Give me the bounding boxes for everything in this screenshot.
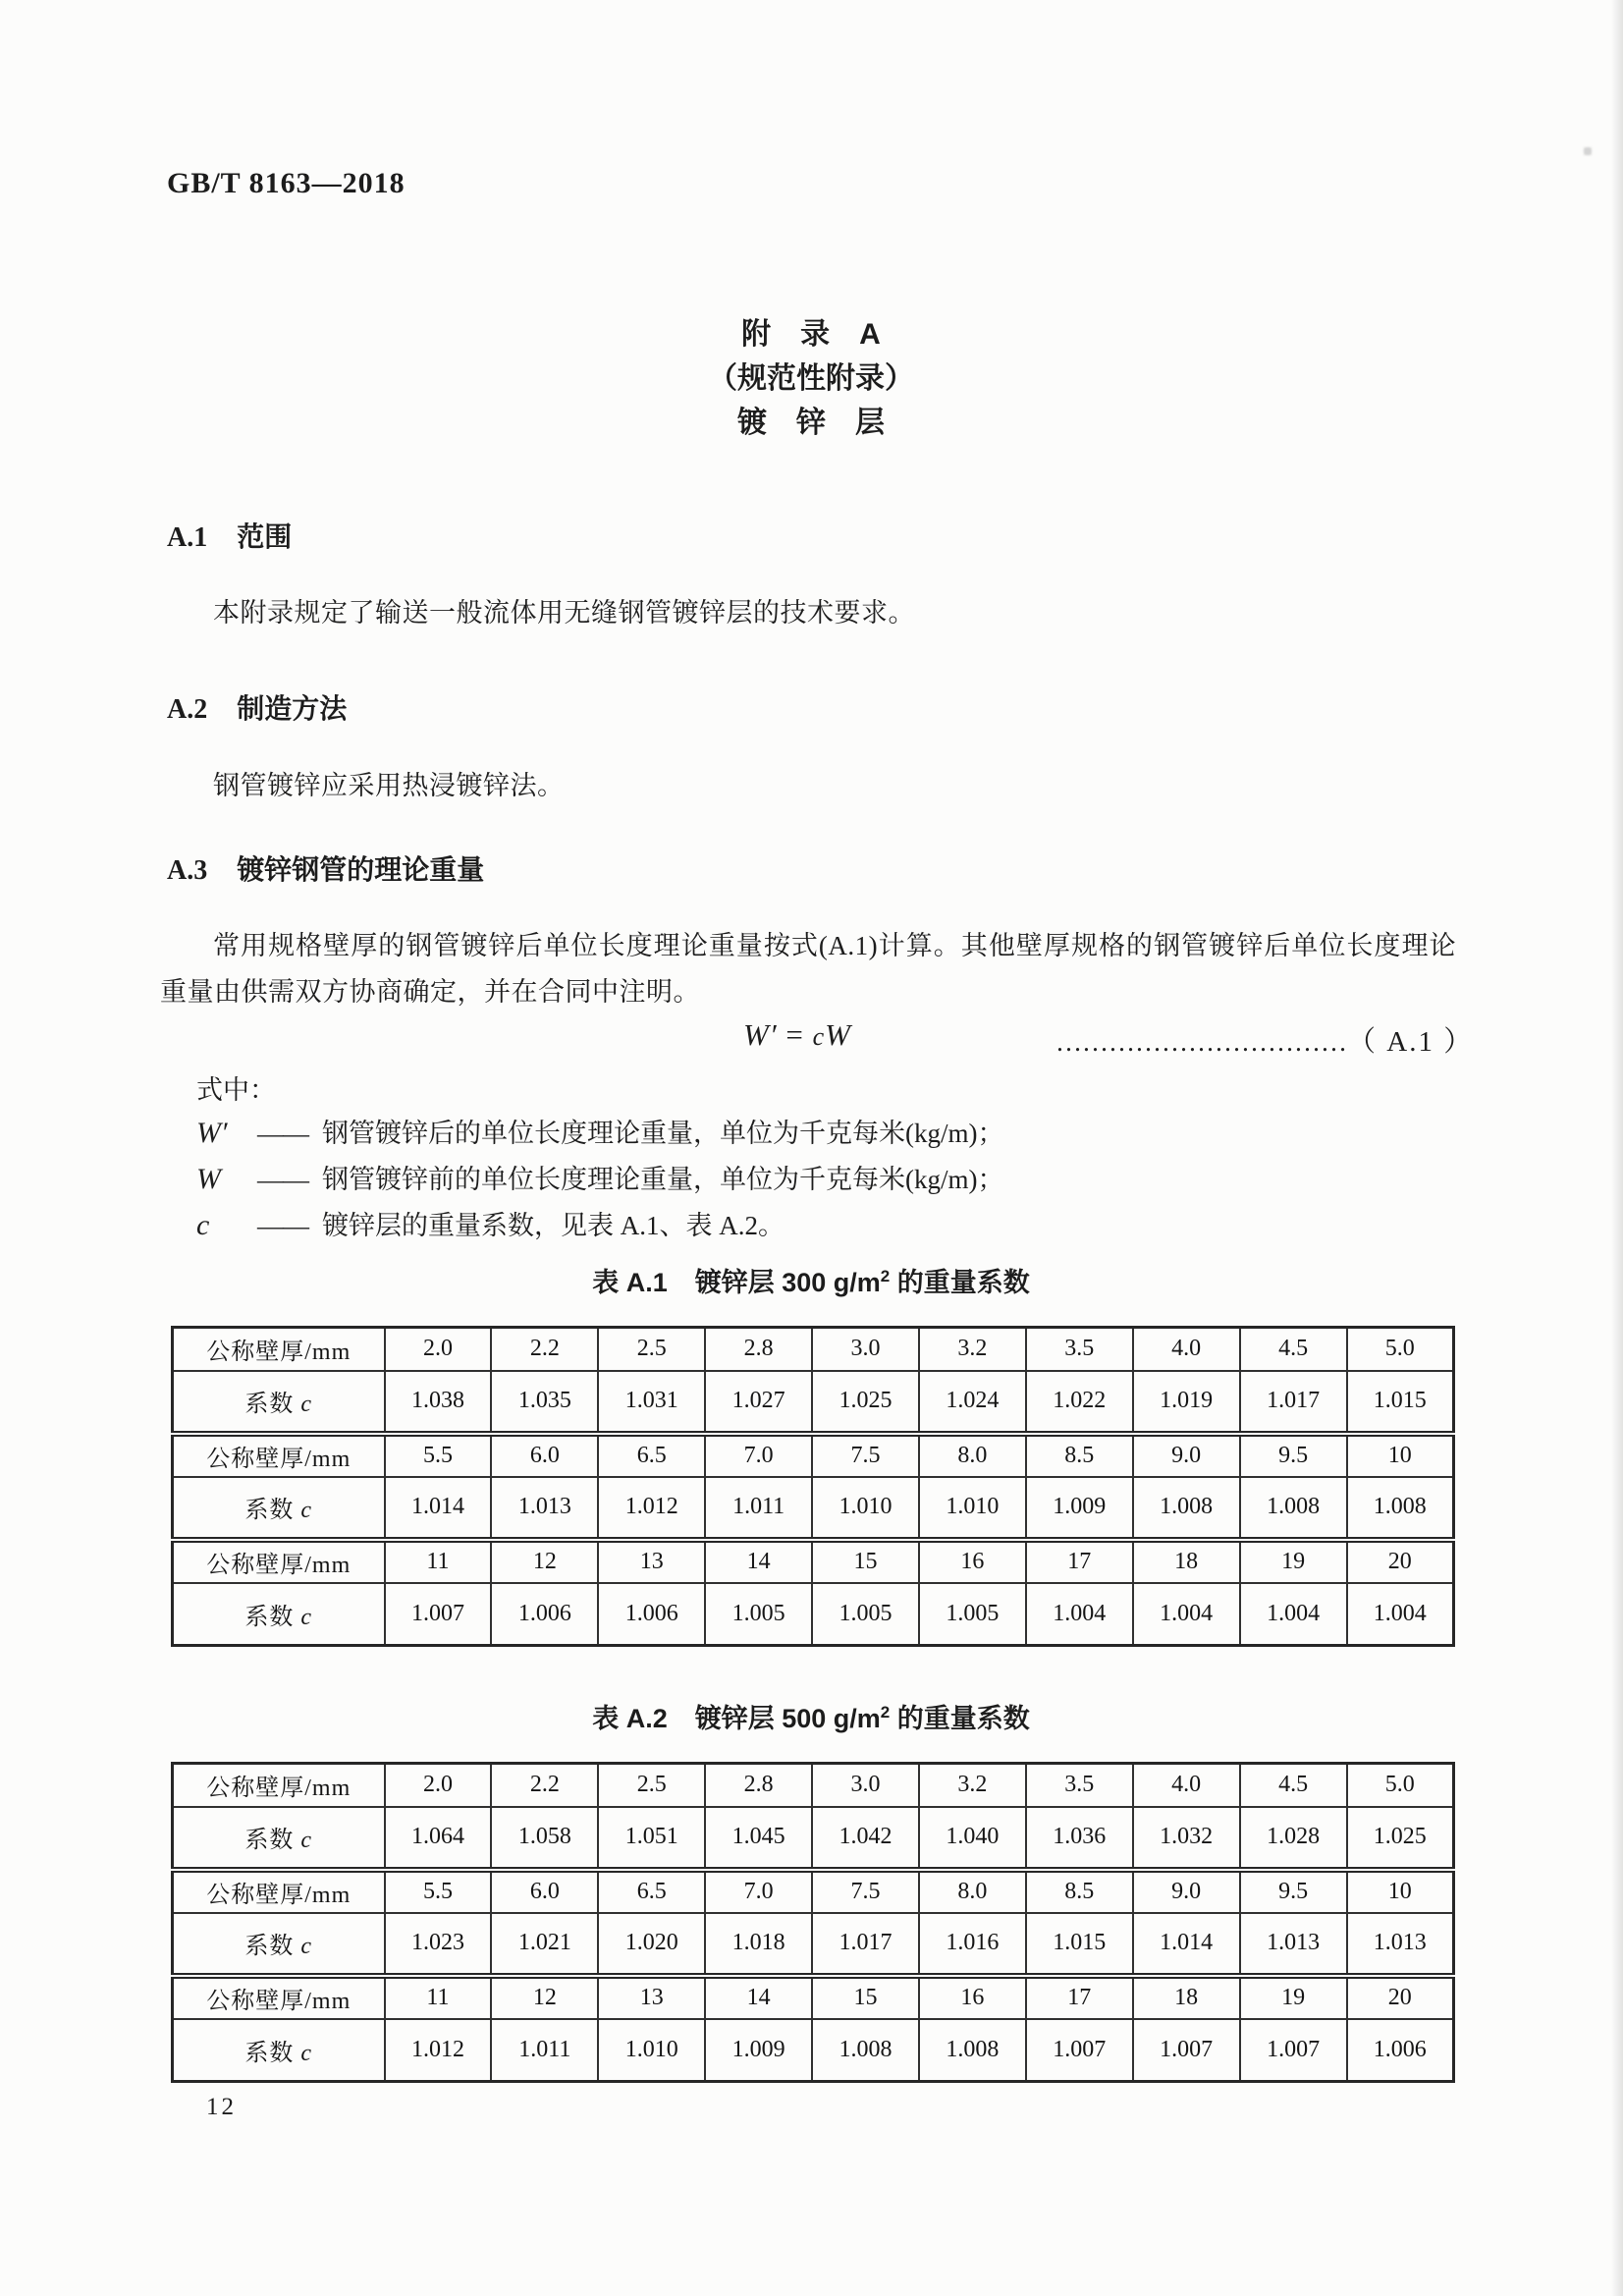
coefficient-cell: 1.027 (705, 1371, 812, 1434)
row-label-thickness: 公称壁厚/mm (206, 1776, 352, 1802)
coefficient-cell: 1.013 (1240, 1913, 1347, 1976)
coefficient-cell: 1.013 (491, 1477, 598, 1540)
thickness-cell: 2.8 (705, 1328, 812, 1371)
section-title: 范围 (237, 521, 293, 552)
coefficient-cell: 1.007 (1026, 2019, 1133, 2082)
definitions-intro: 式中： (196, 1075, 276, 1105)
table-title-suffix: 的重量系数 (890, 1704, 1030, 1733)
row-label-thickness: 公称壁厚/mm (173, 1870, 385, 1913)
coefficient-cell: 1.004 (1026, 1583, 1133, 1646)
row-label-coefficient: 系数 c (173, 1913, 385, 1976)
thickness-cell: 18 (1133, 1540, 1240, 1583)
formula-equals: = (777, 1017, 813, 1052)
thickness-cell: 11 (385, 1976, 492, 2019)
table-a1 (171, 1326, 1455, 1647)
section-body-a3: 常用规格壁厚的钢管镀锌后单位长度理论重量按式(A.1)计算。其他壁厚规格的钢管镀锌后单位长度理论重量由供需双方协商确定，并在合同中注明。 (160, 931, 1456, 1007)
coefficient-cell: 1.008 (1347, 1477, 1454, 1540)
thickness-cell: 7.5 (812, 1434, 919, 1477)
coefficient-row (173, 1371, 1454, 1434)
section-title: 制造方法 (237, 693, 348, 724)
coefficient-cell: 1.028 (1240, 1807, 1347, 1870)
coefficient-row (173, 2019, 1454, 2082)
thickness-cell: 7.0 (705, 1434, 812, 1477)
coefficient-cell: 1.006 (1347, 2019, 1454, 2082)
coefficient-cell: 1.020 (598, 1913, 705, 1976)
table-title-text: 镀锌层 500 g/m (694, 1704, 881, 1733)
thickness-cell: 9.0 (1133, 1870, 1240, 1913)
coefficient-cell: 1.012 (385, 2019, 492, 2082)
coefficient-row (173, 1477, 1454, 1540)
thickness-cell: 3.5 (1026, 1764, 1133, 1807)
coefficient-cell: 1.038 (385, 1371, 492, 1434)
coefficient-cell: 1.012 (598, 1477, 705, 1540)
coefficient-row (173, 1583, 1454, 1646)
thickness-cell: 19 (1240, 1976, 1347, 2019)
thickness-row (173, 1540, 1454, 1583)
thickness-cell: 5.5 (385, 1870, 492, 1913)
coefficient-cell: 1.010 (919, 1477, 1026, 1540)
thickness-cell: 3.0 (812, 1764, 919, 1807)
definition-symbol: W′ (196, 1117, 228, 1149)
coefficient-cell: 1.017 (812, 1913, 919, 1976)
coefficient-cell: 1.022 (1026, 1371, 1133, 1434)
formula-leader (1055, 1019, 1475, 1060)
appendix-title-line2: （规范性附录） (708, 362, 914, 395)
row-label-coefficient: 系数 c (173, 1477, 385, 1540)
thickness-cell: 2.8 (705, 1764, 812, 1807)
section-heading-a1 (167, 516, 292, 555)
thickness-cell: 2.2 (491, 1764, 598, 1807)
coefficient-cell: 1.058 (491, 1807, 598, 1870)
thickness-row (173, 1328, 1454, 1371)
thickness-row (173, 1870, 1454, 1913)
coefficient-cell: 1.006 (491, 1583, 598, 1646)
coefficient-cell: 1.018 (705, 1913, 812, 1976)
coefficient-cell: 1.013 (1347, 1913, 1454, 1976)
section-heading-a3 (167, 848, 484, 888)
thickness-cell: 4.5 (1240, 1764, 1347, 1807)
definition-dash: —— (257, 1211, 308, 1240)
section-heading-a2 (167, 687, 347, 727)
coefficient-cell: 1.045 (705, 1807, 812, 1870)
thickness-cell: 3.2 (919, 1328, 1026, 1371)
coefficient-cell: 1.032 (1133, 1807, 1240, 1870)
thickness-cell: 10 (1347, 1434, 1454, 1477)
scan-edge-shadow (1611, 0, 1623, 2296)
row-label-coefficient: 系数 c (173, 1807, 385, 1870)
thickness-cell: 3.2 (919, 1764, 1026, 1807)
page-number: 12 (206, 2094, 237, 2120)
thickness-cell: 9.0 (1133, 1434, 1240, 1477)
coefficient-cell: 1.051 (598, 1807, 705, 1870)
row-label-thickness: 公称壁厚/mm (206, 1339, 352, 1366)
thickness-cell: 9.5 (1240, 1870, 1347, 1913)
coefficient-cell: 1.005 (705, 1583, 812, 1646)
coefficient-cell: 1.023 (385, 1913, 492, 1976)
thickness-cell: 8.5 (1026, 1434, 1133, 1477)
coefficient-cell: 1.005 (812, 1583, 919, 1646)
row-label-coefficient: 系数 c (173, 1583, 385, 1646)
coefficient-cell: 1.025 (812, 1371, 919, 1434)
definition-symbol: W (196, 1163, 221, 1195)
thickness-cell: 15 (812, 1540, 919, 1583)
thickness-cell: 8.0 (919, 1434, 1026, 1477)
table-a2 (171, 1762, 1455, 2083)
formula-coefficient: c (812, 1022, 826, 1051)
thickness-cell: 12 (491, 1976, 598, 2019)
table-title-text: 镀锌层 300 g/m (694, 1268, 881, 1297)
coefficient-cell: 1.040 (919, 1807, 1026, 1870)
thickness-cell: 7.5 (812, 1870, 919, 1913)
appendix-title-line1: 附 录 A (741, 318, 881, 351)
row-label-thickness: 公称壁厚/mm (173, 1976, 385, 2019)
thickness-cell: 6.0 (491, 1434, 598, 1477)
coefficient-cell: 1.004 (1240, 1583, 1347, 1646)
coefficient-row (173, 1807, 1454, 1870)
thickness-cell: 5.0 (1347, 1328, 1454, 1371)
thickness-cell: 14 (705, 1540, 812, 1583)
thickness-cell: 16 (919, 1540, 1026, 1583)
thickness-cell: 17 (1026, 1976, 1133, 2019)
thickness-cell: 9.5 (1240, 1434, 1347, 1477)
formula-rhs: W (825, 1017, 851, 1052)
scan-speck (1584, 147, 1592, 155)
coefficient-cell: 1.009 (1026, 1477, 1133, 1540)
table-a2-title (167, 1697, 1455, 1735)
thickness-cell: 10 (1347, 1870, 1454, 1913)
row-label-thickness: 公称壁厚/mm (173, 1434, 385, 1477)
section-body-a1: 本附录规定了输送一般流体用无缝钢管镀锌层的技术要求。 (213, 598, 915, 628)
thickness-cell: 14 (705, 1976, 812, 2019)
coefficient-cell: 1.008 (1133, 1477, 1240, 1540)
coefficient-cell: 1.004 (1347, 1583, 1454, 1646)
thickness-cell: 6.5 (598, 1870, 705, 1913)
definition-dash: —— (257, 1165, 308, 1194)
leader-dots: …………………………… (1055, 1027, 1347, 1057)
thickness-cell: 2.5 (598, 1764, 705, 1807)
coefficient-cell: 1.019 (1133, 1371, 1240, 1434)
thickness-cell: 16 (919, 1976, 1026, 2019)
definition-dash: —— (257, 1119, 308, 1148)
thickness-cell: 5.5 (385, 1434, 492, 1477)
thickness-cell: 3.0 (812, 1328, 919, 1371)
coefficient-cell: 1.031 (598, 1371, 705, 1434)
thickness-cell: 7.0 (705, 1870, 812, 1913)
thickness-cell: 2.5 (598, 1328, 705, 1371)
row-label-coefficient: 系数 c (173, 1371, 385, 1434)
coefficient-cell: 1.010 (598, 2019, 705, 2082)
coefficient-cell: 1.011 (705, 1477, 812, 1540)
coefficient-cell: 1.015 (1347, 1371, 1454, 1434)
formula-a1 (743, 1017, 851, 1053)
appendix-title-line3: 镀 锌 层 (737, 407, 885, 439)
row-label-coefficient: 系数 c (173, 2019, 385, 2082)
coefficient-cell: 1.010 (812, 1477, 919, 1540)
coefficient-cell: 1.011 (491, 2019, 598, 2082)
superscript: 2 (880, 1267, 891, 1285)
coefficient-cell: 1.007 (1133, 2019, 1240, 2082)
thickness-row (173, 1434, 1454, 1477)
thickness-cell: 6.0 (491, 1870, 598, 1913)
coefficient-cell: 1.014 (1133, 1913, 1240, 1976)
coefficient-cell: 1.005 (919, 1583, 1026, 1646)
section-title: 镀锌钢管的理论重量 (237, 854, 485, 885)
thickness-cell: 3.5 (1026, 1328, 1133, 1371)
thickness-cell: 13 (598, 1540, 705, 1583)
superscript: 2 (880, 1703, 891, 1722)
thickness-cell: 2.0 (385, 1328, 492, 1371)
formula-number: （ A.1 ） (1347, 1026, 1475, 1058)
definition-text: 镀锌层的重量系数，见表 A.1、表 A.2。 (322, 1211, 784, 1240)
appendix-title (167, 312, 1455, 445)
thickness-cell: 2.2 (491, 1328, 598, 1371)
thickness-cell: 12 (491, 1540, 598, 1583)
coefficient-cell: 1.008 (919, 2019, 1026, 2082)
coefficient-cell: 1.007 (1240, 2019, 1347, 2082)
coefficient-cell: 1.064 (385, 1807, 492, 1870)
thickness-row (173, 1976, 1454, 2019)
thickness-cell: 18 (1133, 1976, 1240, 2019)
coefficient-cell: 1.015 (1026, 1913, 1133, 1976)
coefficient-cell: 1.004 (1133, 1583, 1240, 1646)
definition-text: 钢管镀锌后的单位长度理论重量，单位为千克每米(kg/m)； (322, 1119, 1004, 1148)
definition-text: 钢管镀锌前的单位长度理论重量，单位为千克每米(kg/m)； (322, 1165, 1004, 1194)
coefficient-cell: 1.014 (385, 1477, 492, 1540)
row-label-thickness: 公称壁厚/mm (173, 1540, 385, 1583)
thickness-cell: 4.0 (1133, 1328, 1240, 1371)
section-id: A.2 (167, 694, 208, 725)
coefficient-cell: 1.006 (598, 1583, 705, 1646)
coefficient-cell: 1.036 (1026, 1807, 1133, 1870)
thickness-cell: 2.0 (385, 1764, 492, 1807)
coefficient-cell: 1.009 (705, 2019, 812, 2082)
table-title-suffix: 的重量系数 (890, 1268, 1030, 1297)
coefficient-cell: 1.024 (919, 1371, 1026, 1434)
coefficient-cell: 1.025 (1347, 1807, 1454, 1870)
coefficient-cell: 1.017 (1240, 1371, 1347, 1434)
thickness-cell: 6.5 (598, 1434, 705, 1477)
thickness-row (173, 1764, 1454, 1807)
coefficient-cell: 1.007 (385, 1583, 492, 1646)
thickness-cell: 19 (1240, 1540, 1347, 1583)
thickness-cell: 8.5 (1026, 1870, 1133, 1913)
thickness-cell: 11 (385, 1540, 492, 1583)
thickness-cell: 4.0 (1133, 1764, 1240, 1807)
coefficient-cell: 1.008 (812, 2019, 919, 2082)
section-id: A.3 (167, 855, 208, 886)
definition-c (196, 1204, 784, 1242)
section-id: A.1 (167, 522, 208, 553)
table-a1-title (167, 1261, 1455, 1299)
thickness-cell: 8.0 (919, 1870, 1026, 1913)
table-number: 表 A.1 (592, 1268, 668, 1297)
coefficient-cell: 1.008 (1240, 1477, 1347, 1540)
thickness-cell: 20 (1347, 1540, 1454, 1583)
formula-lhs: W′ (743, 1017, 778, 1052)
coefficient-cell: 1.035 (491, 1371, 598, 1434)
thickness-cell: 13 (598, 1976, 705, 2019)
standard-number: GB/T 8163—2018 (167, 167, 406, 199)
definition-w-prime (196, 1112, 1003, 1150)
section-body-a2: 钢管镀锌应采用热浸镀锌法。 (213, 771, 565, 800)
coefficient-cell: 1.021 (491, 1913, 598, 1976)
thickness-cell: 5.0 (1347, 1764, 1454, 1807)
definition-symbol: c (196, 1209, 210, 1241)
thickness-cell: 20 (1347, 1976, 1454, 2019)
coefficient-row (173, 1913, 1454, 1976)
thickness-cell: 17 (1026, 1540, 1133, 1583)
definition-w (196, 1158, 1003, 1196)
table-number: 表 A.2 (592, 1704, 668, 1733)
coefficient-cell: 1.016 (919, 1913, 1026, 1976)
coefficient-cell: 1.042 (812, 1807, 919, 1870)
thickness-cell: 15 (812, 1976, 919, 2019)
thickness-cell: 4.5 (1240, 1328, 1347, 1371)
